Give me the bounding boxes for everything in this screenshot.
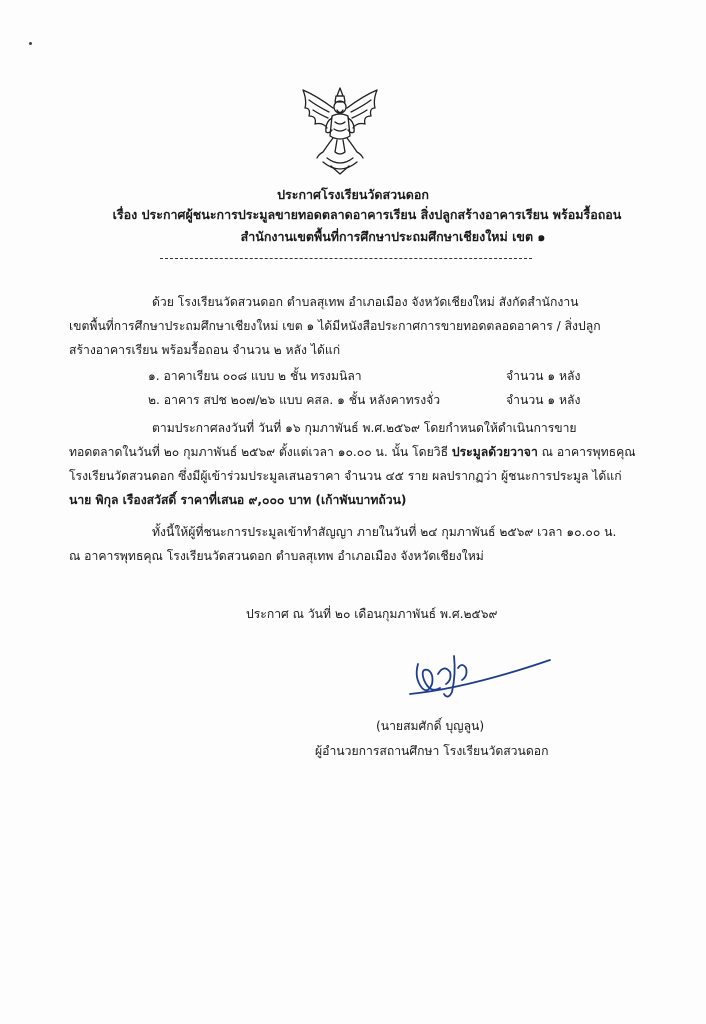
para2-line1: ตามประกาศลงวันที่ วันที่ ๑๖ กุมภาพันธ์ พ.ศ.๒๕๖๙ โดยกำหนดให้ดำเนินการขาย	[152, 421, 577, 435]
handwritten-signature	[408, 644, 558, 704]
item-2-qty: จำนวน ๑ หลัง	[506, 393, 581, 407]
item-1-qty: จำนวน ๑ หลัง	[506, 369, 581, 383]
item-2-label: ๒. อาคาร สปช ๒๐๗/๒๖ แบบ คสล. ๑ ชั้น หลังคาทรงจั่ว	[148, 393, 441, 407]
para2-line2-post: ณ อาคารพุทธคุณ	[537, 445, 636, 459]
para3-line1: ทั้งนี้ให้ผู้ที่ชนะการประมูลเข้าทำสัญญา ภายในวันที่ ๒๔ กุมภาพันธ์ ๒๕๖๙ เวลา ๑๐.๐๐ น.	[152, 525, 617, 539]
auction-method: ประมูลด้วยวาจา	[451, 445, 538, 459]
para3-line2: ณ อาคารพุทธคุณ โรงเรียนวัดสวนดอก ตำบลสุเทพ อำเภอเมือง จังหวัดเชียงใหม่	[69, 549, 484, 563]
scan-speck	[29, 42, 32, 45]
signer-position: ผู้อำนวยการสถานศึกษา โรงเรียนวัดสวนดอก	[315, 744, 549, 758]
item-1-label: ๑. อาคาเรียน ๐๐๘ แบบ ๒ ชั้น ทรงมนิลา	[148, 369, 362, 383]
announcement-subject: เรื่อง ประกาศผู้ชนะการประมูลขายทอดตลาดอาคารเรียน สิ่งปลูกสร้างอาคารเรียน พร้อมรื้อถอน	[112, 207, 622, 222]
para2-line2	[69, 443, 636, 461]
para2-line2-pre: ทอดตลาดในวันที่ ๒๐ กุมภาพันธ์ ๒๕๖๙ ตั้งแต่เวลา ๑๐.๐๐ น. นั้น โดยวิธี	[69, 445, 452, 459]
dashed-divider	[160, 258, 532, 259]
para1-line1: ด้วย โรงเรียนวัดสวนดอก ตำบลสุเทพ อำเภอเมือง จังหวัดเชียงใหม่ สังกัดสำนักงาน	[152, 295, 579, 309]
para1-line3: สร้างอาคารเรียน พร้อมรื้อถอน จำนวน ๒ หลัง ได้แก่	[69, 343, 341, 357]
para2-line3: โรงเรียนวัดสวนดอก ซึ่งมีผู้เข้าร่วมประมูลเสนอราคา จำนวน ๔๕ ราย ผลปรากฏว่า ผู้ชนะการประมูล ได้แก่	[69, 469, 622, 483]
announcement-title: ประกาศโรงเรียนวัดสวนดอก	[277, 187, 429, 202]
para1-line2: เขตพื้นที่การศึกษาประถมศึกษาเชียงใหม่ เขต ๑ ได้มีหนังสือประกาศการขายทอดตลอดอาคาร / สิ่งปลูก	[69, 319, 601, 333]
winner-line: นาย พิกุล เรืองสวัสดิ์ ราคาที่เสนอ ๙,๐๐๐ บาท (เก้าพันบาทถ้วน)	[69, 493, 407, 507]
garuda-emblem-icon	[297, 86, 383, 178]
announce-date: ประกาศ ณ วันที่ ๒๐ เดือนกุมภาพันธ์ พ.ศ.๒๕๖๙	[246, 607, 498, 621]
announcement-office: สำนักงานเขตพื้นที่การศึกษาประถมศึกษาเชียงใหม่ เขต ๑	[240, 229, 546, 244]
signer-name: (นายสมศักดิ์ บุญลูน)	[376, 719, 485, 733]
